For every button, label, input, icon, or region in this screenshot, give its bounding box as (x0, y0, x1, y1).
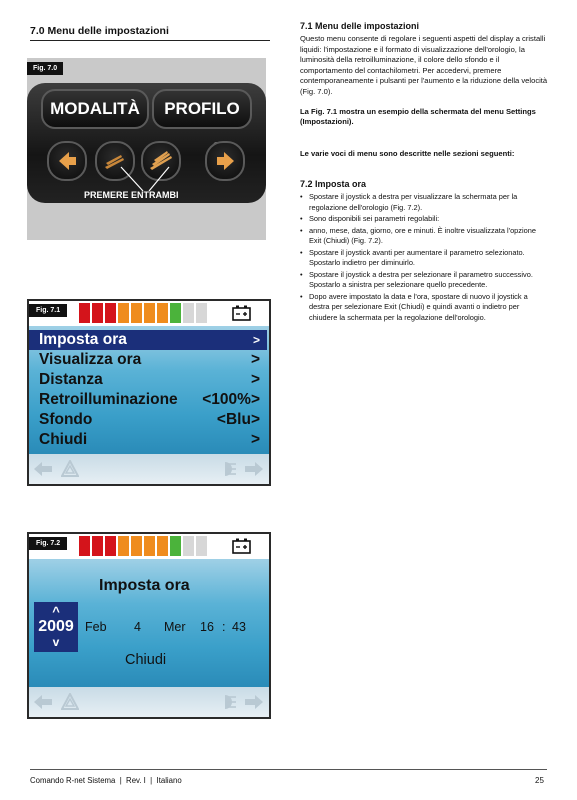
menu-item-display-time[interactable] (29, 350, 267, 370)
arrow-right-icon (207, 143, 243, 179)
battery-segment (196, 536, 207, 556)
minute-field[interactable]: 43 (232, 620, 246, 634)
menu-item-exit[interactable] (29, 430, 267, 450)
battery-segment (144, 303, 155, 323)
page-number: 25 (535, 776, 544, 785)
battery-segment (131, 303, 142, 323)
profile-button[interactable]: PROFILO (152, 89, 252, 129)
list-item: • anno, mese, data, giorno, ore e minuti. È inoltre visualizzata l'opzione Exit (Chiudi) (Fig. 7.2). (300, 226, 548, 246)
month-field[interactable]: Feb (85, 620, 107, 634)
menu-item-label: Distanza (39, 371, 103, 388)
list-item: • Spostare il joystick a destra per selezionare il parametro successivo. Spostarlo a sinistra per selezionare quello precedente. (300, 270, 548, 290)
menu-item-set-time[interactable] (29, 330, 267, 350)
section-rule (30, 40, 270, 41)
menu-item-background[interactable] (29, 410, 267, 430)
menu-item-label: Chiudi (39, 431, 88, 448)
section-7-1-note: Le varie voci di menu sono descritte nelle sezioni seguenti: (300, 148, 515, 158)
arrow-left-icon (33, 694, 53, 710)
battery-segment (131, 536, 142, 556)
keypad-panel (27, 83, 266, 203)
arrow-right-icon (244, 694, 264, 710)
lights-icon (215, 460, 237, 478)
time-separator: : (222, 620, 226, 634)
menu-item-label: Visualizza ora (39, 351, 142, 368)
battery-segment (118, 536, 129, 556)
lights-icon (215, 693, 237, 711)
list-item: • Spostare il joystick avanti per aumentare il parametro selezionato. Spostarlo indietro per diminuirlo. (300, 248, 548, 268)
menu-item-value: > (250, 431, 260, 448)
section-title-7-2: 7.2 Imposta ora (300, 179, 367, 190)
menu-item-distance[interactable] (29, 370, 267, 390)
battery-segment (144, 536, 155, 556)
battery-segment (92, 536, 103, 556)
battery-icon (232, 538, 252, 554)
battery-icon (232, 305, 252, 321)
footer-document-info: Comando R-net Sistema | Rev. I | Italiano (30, 776, 182, 785)
figure-tag: Fig. 7.0 (27, 62, 63, 75)
year-value: 2009 (38, 618, 74, 635)
battery-segment (79, 303, 90, 323)
section-title-7-1: 7.1 Menu delle impostazioni (300, 21, 420, 31)
battery-segment (170, 303, 181, 323)
menu-item-value: <Blu> (216, 411, 260, 428)
mode-button[interactable]: MODALITÀ (41, 89, 149, 129)
battery-segment (157, 303, 168, 323)
hour-field[interactable]: 16 (200, 620, 214, 634)
lcd-footer (29, 454, 269, 484)
section-7-2-list (300, 192, 548, 322)
arrow-right-icon (244, 461, 264, 477)
figure-tag: Fig. 7.2 (29, 537, 67, 550)
right-arrow-button[interactable] (205, 141, 245, 181)
status-bar (29, 534, 269, 558)
increase-indicator: ^ (52, 604, 60, 619)
menu-item-value: > (250, 351, 260, 368)
battery-segment (118, 303, 129, 323)
list-item: • Spostare il joystick a destra per visualizzare la schermata per la regolazione dell'orologio (Fig. 7.2). (300, 192, 548, 212)
battery-segment (92, 303, 103, 323)
menu-item-value: <100%> (202, 391, 260, 408)
battery-segment (79, 536, 90, 556)
section-7-1-note: La Fig. 7.1 mostra un esempio della schermata del menu Settings (Impostazioni). (300, 106, 536, 127)
battery-segment (170, 536, 181, 556)
day-field[interactable]: 4 (134, 620, 141, 634)
menu-item-label: Sfondo (39, 411, 93, 428)
decrease-indicator: v (52, 635, 60, 649)
battery-segment (183, 303, 194, 323)
lcd-display (29, 326, 269, 454)
section-title-settings-menu: 7.0 Menu delle impostazioni (30, 25, 169, 37)
hazard-warning-icon (61, 693, 79, 711)
footer-rule (30, 769, 547, 770)
right-column (300, 21, 548, 324)
battery-segment (105, 536, 116, 556)
battery-segment (196, 303, 207, 323)
hazard-warning-icon (61, 460, 79, 478)
press-both-caption: PREMERE ENTRAMBI (84, 190, 179, 200)
set-time-title: Imposta ora (99, 577, 190, 594)
year-selector[interactable] (34, 602, 78, 652)
figure-7-0-keypad (27, 58, 266, 240)
list-item: • Sono disponibili sei parametri regolabili: (300, 214, 548, 224)
menu-item-label: Retroilluminazione (39, 391, 178, 408)
section-7-1-body: Questo menu consente di regolare i seguenti aspetti del display a cristalli liquidi: l'impostazione e il formato di visualizzazione dell'orologio, la luminosità della retroilluminazione, il colore dello sfondo e il comportamento del contachilometri. Per accedervi, premere contemporaneamente i pulsanti per l'aumento e la riduzione della velocità (Fig. 7.0). (300, 34, 548, 96)
lcd-display (29, 559, 269, 687)
exit-option[interactable]: Chiudi (125, 652, 167, 668)
figure-7-1-settings-screen (27, 299, 271, 486)
figure-7-2-set-time-screen (27, 532, 271, 719)
menu-item-backlight[interactable] (29, 390, 267, 410)
lcd-footer (29, 687, 269, 717)
arrow-left-icon (49, 143, 85, 179)
menu-item-label: Imposta ora (39, 331, 127, 348)
arrow-left-icon (33, 461, 53, 477)
weekday-field[interactable]: Mer (164, 620, 186, 634)
figure-tag: Fig. 7.1 (29, 304, 67, 317)
list-item: • Dopo avere impostato la data e l'ora, spostare di nuovo il joystick a destra per selezionare Exit (Chiudi) e quindi avanti o indietro per chiudere la schermata per la regolazione dell'orologio. (300, 292, 548, 323)
battery-segment (183, 536, 194, 556)
status-bar (29, 301, 269, 325)
menu-item-value: > (250, 371, 260, 388)
battery-segment (157, 536, 168, 556)
left-arrow-button[interactable] (47, 141, 87, 181)
menu-item-value: > (252, 333, 260, 347)
battery-segment (105, 303, 116, 323)
